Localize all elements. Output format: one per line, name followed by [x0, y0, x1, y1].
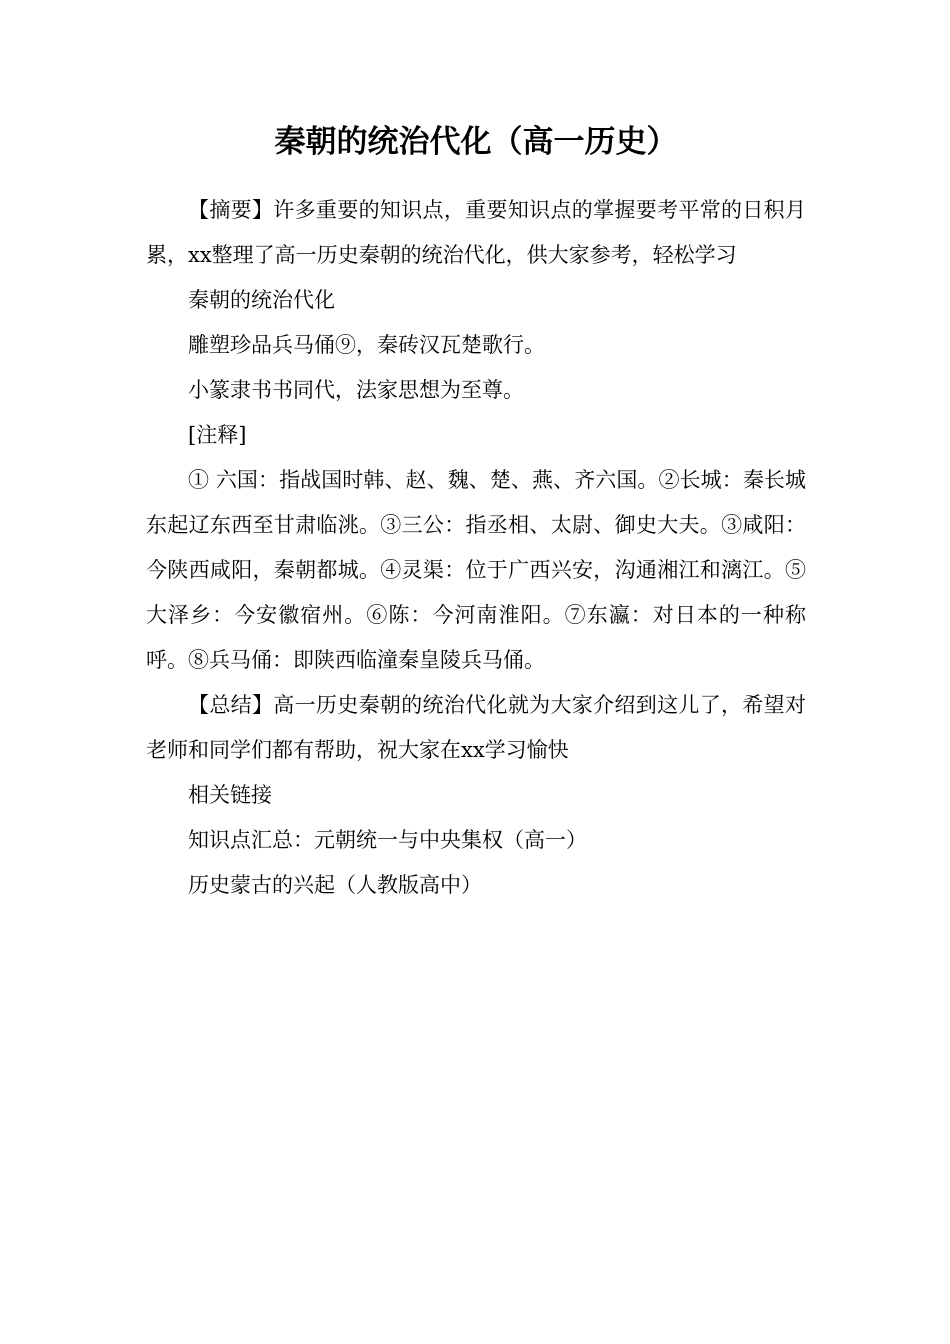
summary-paragraph: 【总结】高一历史秦朝的统治代化就为大家介绍到这儿了，希望对老师和同学们都有帮助，祝大家在xx学习愉快 — [146, 693, 806, 762]
abstract-paragraph: 【摘要】许多重要的知识点，重要知识点的掌握要考平常的日积月累，xx整理了高一历史秦朝的统治代化，供大家参考，轻松学习 — [146, 198, 806, 267]
related-link-2[interactable]: 历史蒙古的兴起（人教版高中） — [188, 873, 482, 897]
section-heading: 秦朝的统治代化 — [188, 288, 335, 312]
verse-line-1: 雕塑珍品兵马俑⑨，秦砖汉瓦楚歌行。 — [188, 333, 545, 357]
notes-heading: [注释] — [188, 423, 247, 447]
notes-paragraph: ① 六国：指战国时韩、赵、魏、楚、燕、齐六国。②长城：秦长城东起辽东西至甘肃临洮。③三公：指丞相、太尉、御史大夫。③咸阳：今陕西咸阳，秦朝都城。④灵渠：位于广西兴安，沟通湘江和漓江。⑤大泽乡：今安徽宿州。⑥陈：今河南淮阳。⑦东瀛：对日本的一种称呼。⑧兵马俑：即陕西临潼秦皇陵兵马俑。 — [146, 468, 806, 672]
related-links-heading: 相关链接 — [188, 783, 272, 807]
document-title: 秦朝的统治代化（高一历史） — [274, 124, 678, 160]
related-link-1[interactable]: 知识点汇总：元朝统一与中央集权（高一） — [188, 828, 587, 852]
verse-line-2: 小篆隶书书同代，法家思想为至尊。 — [188, 378, 524, 402]
document-page — [146, 118, 806, 908]
